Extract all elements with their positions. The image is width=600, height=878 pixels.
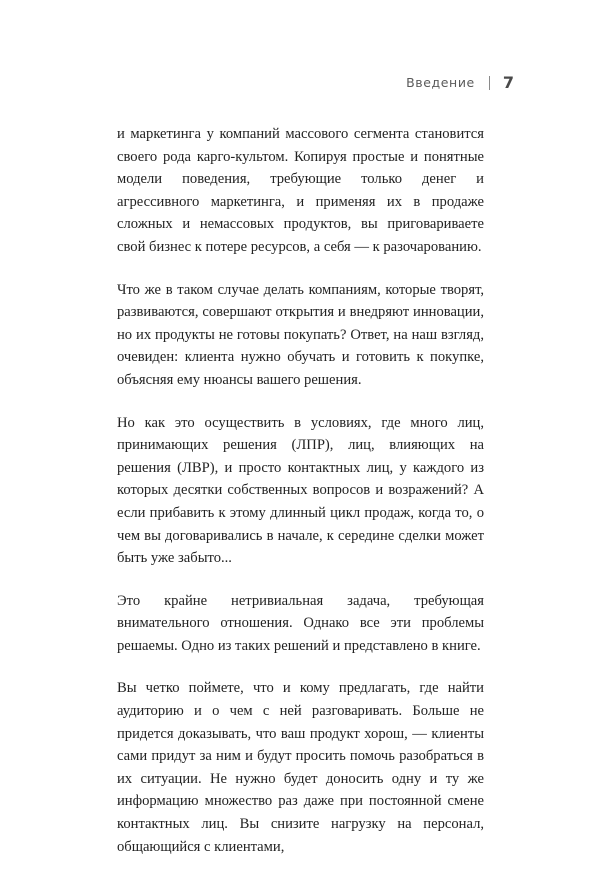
paragraph-2: Что же в таком случае делать компаниям, которые творят, развиваются, совершают открытия и внедряют инновации, но их продукты не готовы покупать? Ответ, на наш взгляд, очевиден: клиента нужно обучать и готовить к покупке, объясняя ему нюансы вашего решения.: [117, 281, 484, 388]
paragraph-5: Вы четко поймете, что и кому предлагать, где найти аудиторию и о чем с ней разговаривать. Больше не придется доказывать, что ваш продукт хорош, — клиенты сами придут за ним и будут просить помочь разобраться в их ситуации. Не нужно будет доносить одну и ту же информацию множество раз даже при постоянной смене контактных лиц. Вы снизите нагрузку на персонал, общающийся с клиентами,: [117, 680, 484, 855]
header-divider: [489, 76, 490, 90]
section-title: Введение: [406, 75, 475, 90]
paragraph-3: Но как это осуществить в условиях, где много лиц, принимающих решения (ЛПР), лиц, влияющих на решения (ЛВР), и просто контактных лиц, у каждого из которых десятки собственных вопросов и возражений? А если прибавить к этому длинный цикл продаж, когда то, о чем вы договаривались в начале, к середине сделки может быть уже забыто...: [117, 414, 484, 567]
paragraph-4: Это крайне нетривиальная задача, требующая внимательного отношения. Однако все эти проблемы решаемы. Одно из таких решений и представлено в книге.: [117, 592, 484, 654]
paragraph-1: и маркетинга у компаний массового сегмента становится своего рода карго-культом. Копируя простые и понятные модели поведения, требующие только денег и агрессивного маркетинга, и применяя их в продаже сложных и немассовых продуктов, вы приговариваете свой бизнес к потере ресурсов, а себя — к разочарованию.: [117, 126, 484, 255]
page-number: 7: [502, 73, 514, 92]
body-text: [117, 123, 484, 878]
running-header: [406, 73, 514, 92]
